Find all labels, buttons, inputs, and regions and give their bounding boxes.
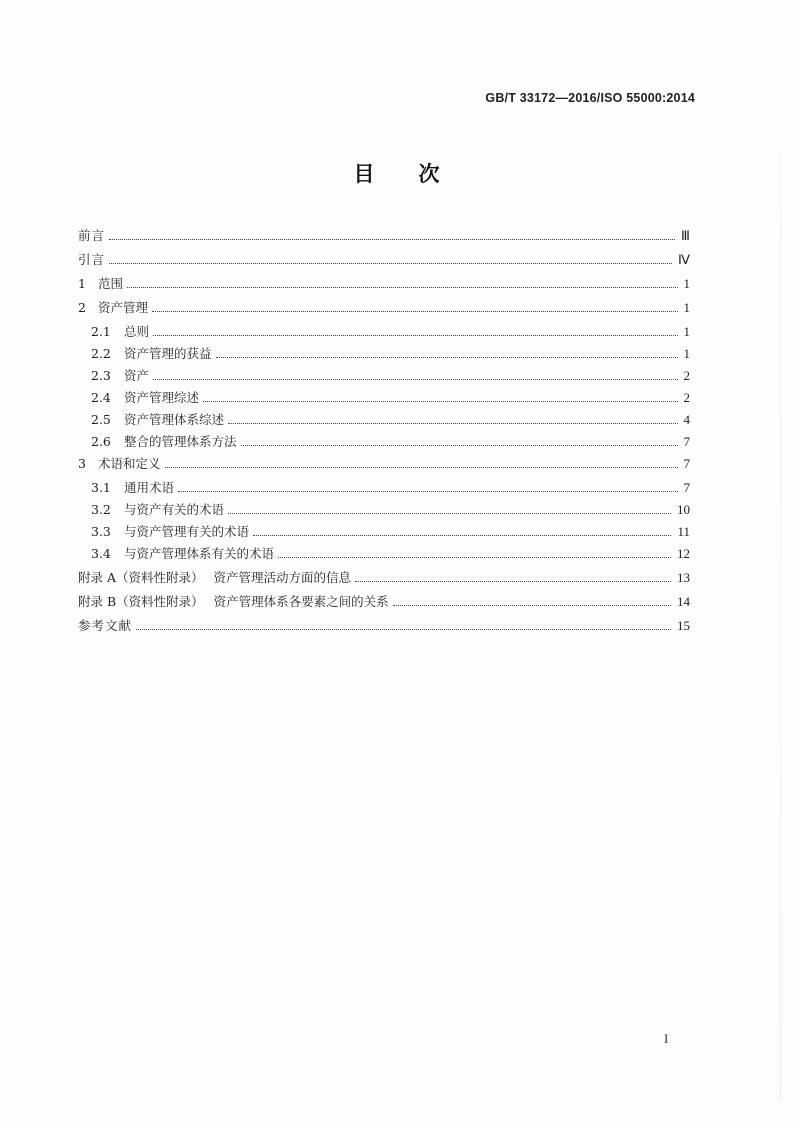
toc-entry-number: 2.4 (91, 390, 111, 405)
scan-edge-shadow (780, 60, 781, 1100)
toc-dot-leader (165, 455, 678, 468)
toc-dot-leader (152, 299, 677, 312)
toc-entry-label: 范围 (98, 276, 124, 291)
standard-number-header: GB/T 33172—2016/ISO 55000:2014 (485, 91, 695, 105)
toc-entry-number: 2.6 (91, 434, 111, 449)
toc-dot-leader (178, 479, 677, 492)
toc-entry-number: 附录 A（资料性附录） (78, 570, 204, 585)
toc-entry-label: 通用术语 (124, 480, 175, 495)
toc-entry[interactable] (78, 590, 690, 610)
toc-entry[interactable] (91, 498, 690, 518)
toc-entry-page: 11 (677, 524, 690, 539)
page-title: 目次 (353, 162, 484, 186)
toc-entry[interactable] (78, 248, 690, 268)
toc-entry[interactable] (78, 224, 690, 244)
toc-dot-leader (153, 367, 677, 380)
toc-entry-page: 1 (683, 276, 690, 291)
toc-entry-label: 资产管理 (98, 300, 149, 315)
toc-entry-number: 3.2 (91, 502, 111, 517)
toc-entry[interactable] (78, 566, 690, 586)
toc-entry[interactable] (91, 408, 690, 428)
toc-entry-label: 前言 (78, 228, 106, 243)
toc-entry[interactable] (91, 476, 690, 496)
toc-entry-label: 与资产有关的术语 (124, 502, 225, 517)
toc-dot-leader (393, 593, 671, 606)
toc-entry[interactable] (78, 452, 690, 472)
toc-entry[interactable] (91, 430, 690, 450)
toc-entry-page: 15 (677, 618, 690, 633)
toc-entry-label: 资产管理体系综述 (124, 412, 225, 427)
toc-entry[interactable] (91, 342, 690, 362)
toc-entry-page: 10 (677, 502, 690, 517)
toc-dot-leader (136, 617, 671, 630)
toc-entry-label: 与资产管理有关的术语 (124, 524, 250, 539)
toc-entry-page: 14 (677, 594, 690, 609)
toc-dot-leader (228, 501, 671, 514)
toc-entry[interactable] (91, 386, 690, 406)
toc-entry-page: 2 (683, 390, 690, 405)
toc-dot-leader (253, 523, 671, 536)
toc-entry-page: 1 (683, 300, 690, 315)
toc-entry-label: 资产 (124, 368, 150, 383)
toc-entry-number: 2.1 (91, 324, 111, 339)
toc-entry-page: 12 (677, 546, 690, 561)
toc-entry-number: 3 (78, 456, 86, 471)
toc-entry-number: 1 (78, 276, 86, 291)
toc-entry-number: 3.1 (91, 480, 111, 495)
toc-entry-page: 1 (683, 346, 690, 361)
toc-dot-leader (127, 275, 677, 288)
toc-entry[interactable] (91, 320, 690, 340)
page-number: I (664, 1031, 669, 1046)
toc-entry-label: 资产管理综述 (124, 390, 200, 405)
toc-entry-label: 资产管理活动方面的信息 (213, 570, 352, 585)
toc-entry-number: 附录 B（资料性附录） (78, 594, 204, 609)
toc-entry-number: 2.3 (91, 368, 111, 383)
toc-entry[interactable] (91, 542, 690, 562)
toc-entry-page: 2 (683, 368, 690, 383)
toc-entry-label: 术语和定义 (98, 456, 161, 471)
toc-dot-leader (228, 411, 677, 424)
toc-entry-label: 整合的管理体系方法 (124, 434, 237, 449)
toc-entry-number: 2.5 (91, 412, 111, 427)
toc-entry-number: 3.4 (91, 546, 111, 561)
toc-dot-leader (278, 545, 671, 558)
toc-dot-leader (153, 323, 677, 336)
toc-entry-page: 1 (683, 324, 690, 339)
toc-entry[interactable] (78, 614, 690, 634)
toc-dot-leader (216, 345, 678, 358)
toc-dot-leader (241, 433, 678, 446)
toc-entry-label: 总则 (124, 324, 150, 339)
toc-entry-label: 资产管理体系各要素之间的关系 (213, 594, 389, 609)
toc-entry-number: 3.3 (91, 524, 111, 539)
toc-entry-page: 7 (683, 434, 690, 449)
toc-entry[interactable] (91, 520, 690, 540)
toc-entry-page: 4 (683, 412, 690, 427)
toc-dot-leader (109, 251, 672, 264)
toc-dot-leader (203, 389, 677, 402)
toc-entry-page: Ⅲ (681, 228, 690, 243)
toc-entry-number: 2.2 (91, 346, 111, 361)
toc-entry-page: Ⅳ (678, 252, 690, 267)
toc-entry-number: 2 (78, 300, 86, 315)
toc-entry[interactable] (78, 272, 690, 292)
toc-dot-leader (109, 227, 675, 240)
toc-entry-label: 参考文献 (78, 618, 133, 633)
toc-entry[interactable] (78, 296, 690, 316)
toc-entry-page: 13 (677, 570, 690, 585)
toc-entry-label: 与资产管理体系有关的术语 (124, 546, 275, 561)
toc-entry-page: 7 (683, 480, 690, 495)
toc-entry-label: 引言 (78, 252, 106, 267)
toc-entry[interactable] (91, 364, 690, 384)
toc-entry-label: 资产管理的获益 (124, 346, 212, 361)
toc-dot-leader (355, 569, 671, 582)
toc-entry-page: 7 (683, 456, 690, 471)
